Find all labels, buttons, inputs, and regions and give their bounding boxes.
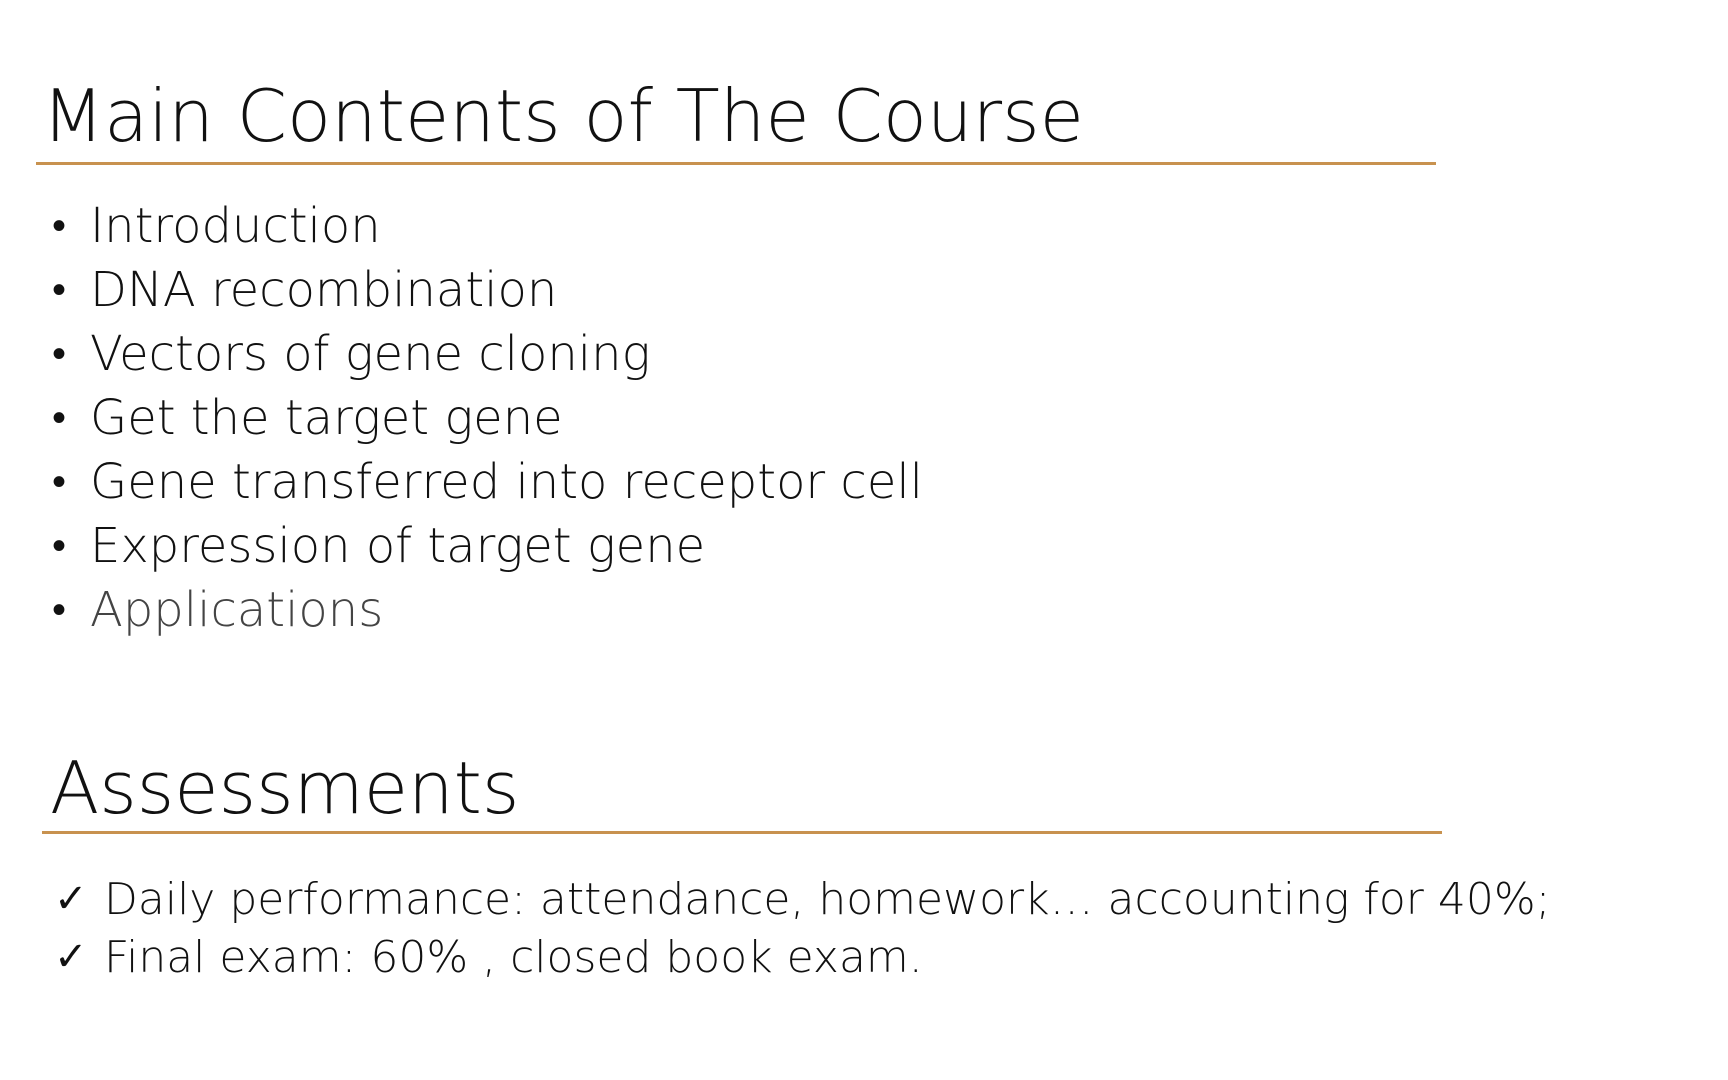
- bullet-dot-icon: •: [52, 587, 67, 633]
- bullet-dot-icon: •: [52, 331, 67, 377]
- bullet-dot-icon: •: [52, 267, 67, 313]
- assessments-title-underline: [42, 831, 1442, 834]
- list-item: [42, 450, 923, 514]
- list-item: [42, 514, 923, 578]
- list-item-label: Expression of target gene: [90, 518, 706, 574]
- contents-title-underline: [36, 162, 1436, 165]
- bullet-dot-icon: •: [52, 395, 67, 441]
- list-item: [42, 578, 923, 642]
- list-item-label: DNA recombination: [90, 262, 558, 318]
- list-item-label: Gene transferred into receptor cell: [90, 454, 924, 510]
- list-item: [50, 928, 1550, 986]
- list-item: [42, 322, 923, 386]
- contents-title: Main Contents of The Course: [42, 74, 1084, 158]
- assessments-list: [50, 870, 1550, 986]
- list-item-label: Daily performance: attendance, homework… accounting for 40%;: [104, 873, 1551, 925]
- contents-list: [42, 194, 923, 642]
- checkmark-icon: ✓: [54, 934, 88, 980]
- bullet-dot-icon: •: [52, 203, 67, 249]
- assessments-title: Assessments: [50, 746, 520, 830]
- list-item: [42, 194, 923, 258]
- list-item: [42, 386, 923, 450]
- list-item-label: Vectors of gene cloning: [90, 326, 651, 382]
- checkmark-icon: ✓: [54, 876, 88, 922]
- list-item: [50, 870, 1550, 928]
- list-item-label: Introduction: [90, 198, 381, 254]
- bullet-dot-icon: •: [52, 459, 67, 505]
- list-item-label: Applications: [90, 582, 384, 638]
- list-item-label: Final exam: 60% , closed book exam.: [104, 931, 923, 983]
- bullet-dot-icon: •: [52, 523, 67, 569]
- list-item: [42, 258, 923, 322]
- list-item-label: Get the target gene: [90, 390, 563, 446]
